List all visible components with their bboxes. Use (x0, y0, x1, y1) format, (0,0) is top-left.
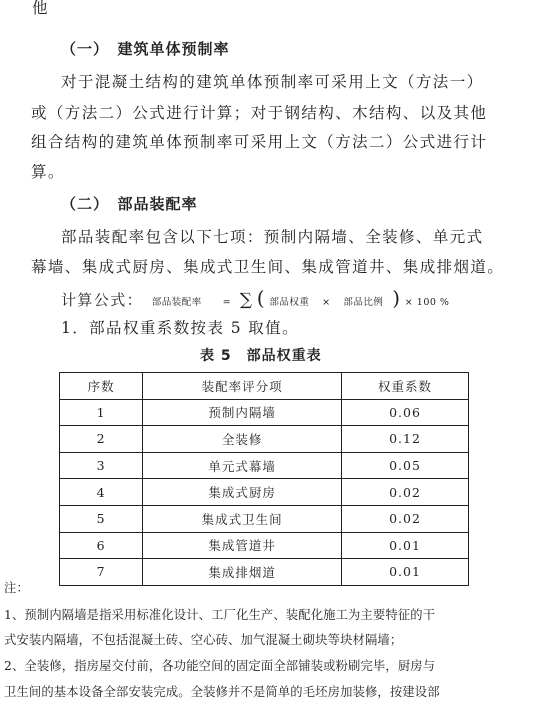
note-line: 式安装内隔墙，不包括混凝土砖、空心砖、加气混凝土砌块等块材隔墙； (4, 633, 403, 647)
formula-ratio: 部品比例 (343, 297, 384, 308)
paragraph-line: 算。 (31, 163, 65, 181)
table-cell: 集成式厨房 (143, 479, 342, 506)
table-row (60, 479, 469, 506)
note-line: 1、预制内隔墙是指采用标准化设计、工厂化生产、装配化施工为主要特征的干 (4, 608, 436, 622)
formula-weight: 部品权重 (269, 297, 310, 308)
formula-times: × (322, 297, 331, 308)
table-cell: 0.02 (342, 479, 469, 506)
table-cell: 预制内隔墙 (143, 399, 342, 426)
table-title: 表 5 部品权重表 (200, 348, 322, 364)
summation-symbol: ∑ (239, 290, 252, 310)
table-cell: 单元式幕墙 (143, 452, 342, 479)
table-cell: 4 (60, 479, 143, 506)
table-cell: 集成排烟道 (143, 559, 342, 586)
table-header-cell: 权重系数 (342, 373, 469, 400)
formula-lhs: 部品装配率 (151, 297, 202, 308)
note-line: 卫生间的基本设备全部安装完成。全装修并不是简单的毛坯房加装修，按建设部 (4, 685, 440, 699)
table-cell: 6 (60, 532, 143, 559)
table-cell: 0.06 (342, 399, 469, 426)
table-row (60, 399, 469, 426)
calculation-formula (61, 286, 449, 310)
table-cell: 0.01 (342, 559, 469, 586)
table-row (60, 559, 469, 586)
paragraph-line: 幕墙、集成式厨房、集成式卫生间、集成管道井、集成排烟道。 (31, 258, 505, 276)
table-cell: 5 (60, 505, 143, 532)
note-line: 2、全装修，指房屋交付前，各功能空间的固定面全部铺装或粉刷完毕，厨房与 (4, 659, 436, 673)
table-cell: 2 (60, 426, 143, 453)
section-heading-prefab-rate: （一） 建筑单体预制率 (61, 40, 230, 58)
table-cell: 集成式卫生间 (143, 505, 342, 532)
table-header-row (60, 373, 469, 400)
formula-equals: = (222, 297, 232, 308)
table-cell: 0.12 (342, 426, 469, 453)
table-cell: 3 (60, 452, 143, 479)
table-cell: 集成管道井 (143, 532, 342, 559)
formula-percent: × 100 % (404, 297, 450, 308)
paragraph-line: 1．部品权重系数按表 5 取值。 (61, 319, 299, 337)
formula-open-paren: ( (256, 286, 265, 310)
table-row (60, 505, 469, 532)
table-cell: 0.02 (342, 505, 469, 532)
paragraph-line: 对于混凝土结构的建筑单体预制率可采用上文（方法一） (61, 73, 484, 91)
notes-label: 注： (4, 581, 29, 595)
paragraph-line: 部品装配率包含以下七项：预制内隔墙、全装修、单元式 (61, 228, 484, 246)
table-row (60, 532, 469, 559)
formula-label: 计算公式： (61, 291, 144, 309)
table-cell: 7 (60, 559, 143, 586)
table-cell: 0.05 (342, 452, 469, 479)
section-heading-component-rate: （二） 部品装配率 (61, 195, 198, 213)
table-row (60, 452, 469, 479)
paragraph-line: 组合结构的建筑单体预制率可采用上文（方法二）公式进行计 (31, 133, 488, 151)
table-cell: 0.01 (342, 532, 469, 559)
formula-close-paren: ) (392, 286, 401, 310)
table-header-cell: 序数 (60, 373, 143, 400)
table-cell: 全装修 (143, 426, 342, 453)
paragraph-line: 或（方法二）公式进行计算；对于钢结构、木结构、以及其他 (31, 104, 488, 122)
table-header-cell: 装配率评分项 (143, 373, 342, 400)
table-cell: 1 (60, 399, 143, 426)
continuation-text: 他 (32, 0, 49, 17)
component-weight-table (59, 372, 469, 586)
table-row (60, 426, 469, 453)
